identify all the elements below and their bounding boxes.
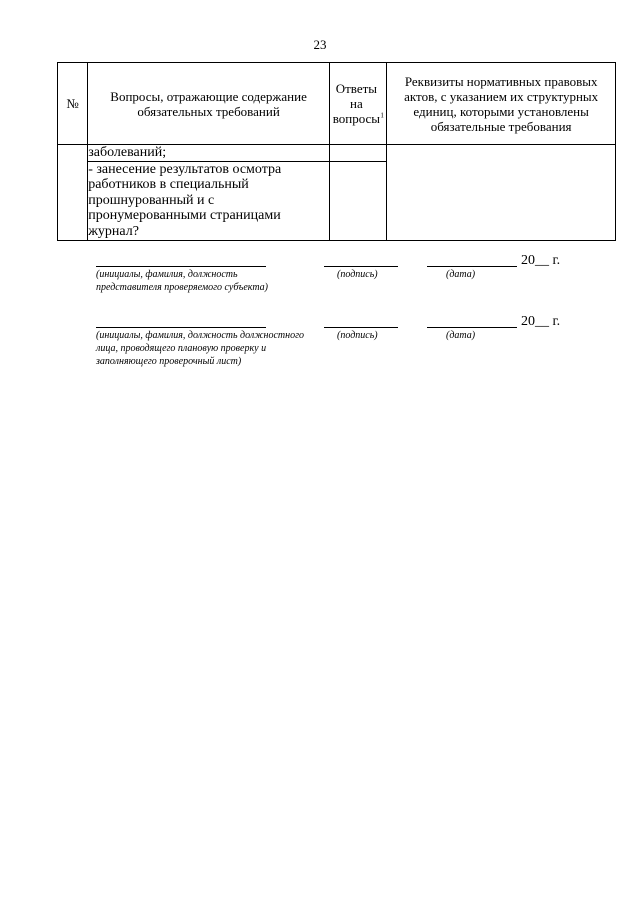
name-line xyxy=(96,266,266,267)
date-caption: (дата) xyxy=(446,330,476,341)
year-field: 20__ г. xyxy=(521,314,561,329)
page-number: 23 xyxy=(313,37,327,52)
header-questions: Вопросы, отражающие содержание обязательных требований xyxy=(88,63,330,145)
header-answers-label: Ответы на вопросы xyxy=(332,81,381,126)
cell-question: заболеваний; xyxy=(88,145,330,162)
signature-line xyxy=(324,327,398,328)
name-caption: (инициалы, фамилия, должность должностного лица, проводящего плановую проверку и заполняющего проверочный лист) xyxy=(96,330,305,367)
date-line xyxy=(427,327,517,328)
header-number: № xyxy=(58,63,88,145)
header-answers-footnote: 1 xyxy=(380,111,384,120)
cell-question: - занесение результатов осмотра работников в специальный прошнурованный и с пронумерованными страницами журнал? xyxy=(88,161,330,240)
name-caption: (инициалы, фамилия, должность представителя проверяемого субъекта) xyxy=(96,269,268,293)
name-line xyxy=(96,327,266,328)
year-field: 20__ г. xyxy=(521,253,561,268)
signature-line xyxy=(324,266,398,267)
signature-caption: (подпись) xyxy=(337,330,378,341)
header-requisites: Реквизиты нормативных правовых актов, с указанием их структурных единиц, которыми установлены обязательные требования xyxy=(387,63,616,145)
date-caption: (дата) xyxy=(446,269,476,280)
signature-caption: (подпись) xyxy=(337,269,378,280)
date-line xyxy=(427,266,517,267)
